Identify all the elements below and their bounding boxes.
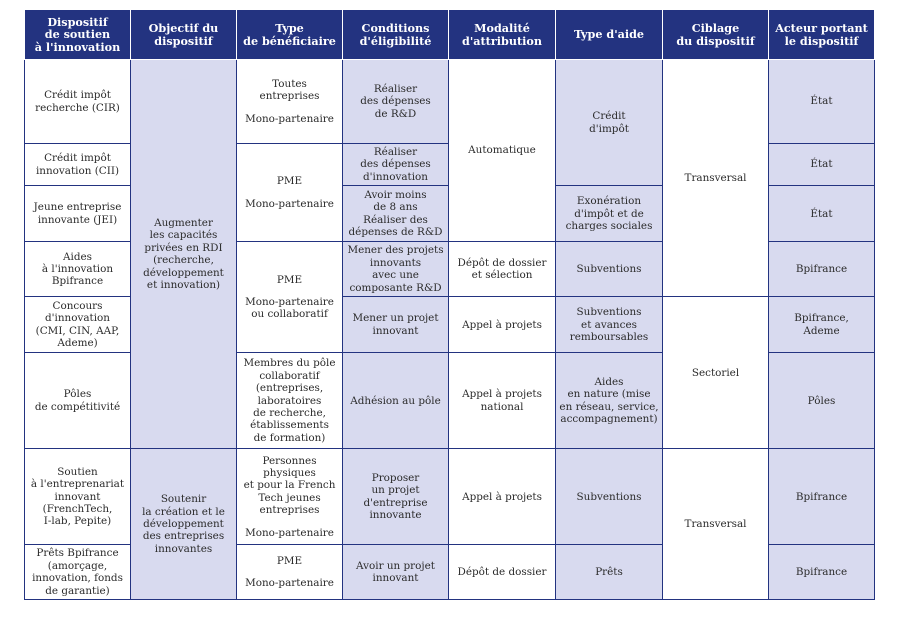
type-aide-cell: Exonération d'impôt et de charges sociales xyxy=(556,186,663,242)
conditions-cell: Mener un projet innovant xyxy=(343,297,449,353)
header-ciblage: Ciblage du dispositif xyxy=(663,10,769,60)
beneficiaire-type: Personnes physiques et pour la French Tech jeunes entreprises xyxy=(243,454,336,517)
conditions-cell: Avoir un projet innovant xyxy=(343,545,449,600)
table-row xyxy=(25,449,875,545)
acteur-cell: Bpifrance, Ademe xyxy=(769,297,875,353)
acteur-cell: Bpifrance xyxy=(769,545,875,600)
type-aide-cell: Subventions et avances remboursables xyxy=(556,297,663,353)
beneficiaire-cell xyxy=(237,144,343,242)
beneficiaire-partenariat: Mono-partenaire xyxy=(245,112,334,125)
dispositif-cell: Pôles de compétitivité xyxy=(25,353,131,449)
modalite-cell: Automatique xyxy=(449,60,556,242)
beneficiaire-type: Toutes entreprises xyxy=(259,77,320,103)
header-conditions: Conditions d'éligibilité xyxy=(343,10,449,60)
type-aide-cell: Aides en nature (mise en réseau, service, accompagnement) xyxy=(556,353,663,449)
innovation-support-table xyxy=(24,9,875,600)
dispositif-cell: Crédit impôt recherche (CIR) xyxy=(25,60,131,144)
beneficiaire-type: PME xyxy=(276,273,303,286)
dispositif-cell: Concours d'innovation (CMI, CIN, AAP, Ademe) xyxy=(25,297,131,353)
header-acteur: Acteur portant le dispositif xyxy=(769,10,875,60)
dispositif-cell: Aides à l'innovation Bpifrance xyxy=(25,242,131,297)
table-row xyxy=(25,60,875,144)
header-objectif: Objectif du dispositif xyxy=(131,10,237,60)
modalite-cell: Dépôt de dossier xyxy=(449,545,556,600)
conditions-cell: Proposer un projet d'entreprise innovante xyxy=(343,449,449,545)
objectif-cell: Soutenir la création et le développement des entreprises innovantes xyxy=(131,449,237,600)
conditions-cell: Adhésion au pôle xyxy=(343,353,449,449)
ciblage-cell: Transversal xyxy=(663,449,769,600)
dispositif-cell: Jeune entreprise innovante (JEI) xyxy=(25,186,131,242)
modalite-cell: Appel à projets xyxy=(449,297,556,353)
beneficiaire-cell xyxy=(237,60,343,144)
type-aide-cell: Subventions xyxy=(556,242,663,297)
dispositif-cell: Crédit impôt innovation (CII) xyxy=(25,144,131,186)
beneficiaire-partenariat: Mono-partenaire xyxy=(245,197,334,210)
header-type-beneficiaire: Type de bénéficiaire xyxy=(237,10,343,60)
beneficiaire-type: PME xyxy=(276,554,303,567)
dispositif-cell: Prêts Bpifrance (amorçage, innovation, fonds de garantie) xyxy=(25,545,131,600)
dispositif-cell: Soutien à l'entreprenariat innovant (FrenchTech, I-lab, Pepite) xyxy=(25,449,131,545)
ciblage-cell: Sectoriel xyxy=(663,297,769,449)
acteur-cell: État xyxy=(769,186,875,242)
acteur-cell: Pôles xyxy=(769,353,875,449)
beneficiaire-cell xyxy=(237,449,343,545)
ciblage-cell: Transversal xyxy=(663,60,769,297)
acteur-cell: Bpifrance xyxy=(769,449,875,545)
type-aide-cell: Prêts xyxy=(556,545,663,600)
acteur-cell: Bpifrance xyxy=(769,242,875,297)
acteur-cell: État xyxy=(769,144,875,186)
type-aide-cell: Subventions xyxy=(556,449,663,545)
modalite-cell: Appel à projets xyxy=(449,449,556,545)
beneficiaire-cell xyxy=(237,242,343,353)
header-type-aide: Type d'aide xyxy=(556,10,663,60)
conditions-cell: Avoir moins de 8 ans Réaliser des dépenses de R&D xyxy=(343,186,449,242)
objectif-cell: Augmenter les capacités privées en RDI (recherche, développement et innovation) xyxy=(131,60,237,449)
header-row xyxy=(25,10,875,60)
header-modalite: Modalité d'attribution xyxy=(449,10,556,60)
conditions-cell: Réaliser des dépenses d'innovation xyxy=(343,144,449,186)
beneficiaire-partenariat: Mono-partenaire xyxy=(245,526,334,539)
beneficiaire-partenariat: Mono-partenaire xyxy=(245,577,334,590)
conditions-cell: Réaliser des dépenses de R&D xyxy=(343,60,449,144)
acteur-cell: État xyxy=(769,60,875,144)
modalite-cell: Appel à projets national xyxy=(449,353,556,449)
type-aide-cell: Crédit d'impôt xyxy=(556,60,663,186)
header-dispositif: Dispositif de soutien à l'innovation xyxy=(25,10,131,60)
beneficiaire-cell: Membres du pôle collaboratif (entreprises, laboratoires de recherche, établissements de formation) xyxy=(237,353,343,449)
beneficiaire-cell xyxy=(237,545,343,600)
conditions-cell: Mener des projets innovants avec une composante R&D xyxy=(343,242,449,297)
beneficiaire-type: PME xyxy=(276,175,303,188)
modalite-cell: Dépôt de dossier et sélection xyxy=(449,242,556,297)
beneficiaire-partenariat: Mono-partenaire ou collaboratif xyxy=(245,296,334,321)
